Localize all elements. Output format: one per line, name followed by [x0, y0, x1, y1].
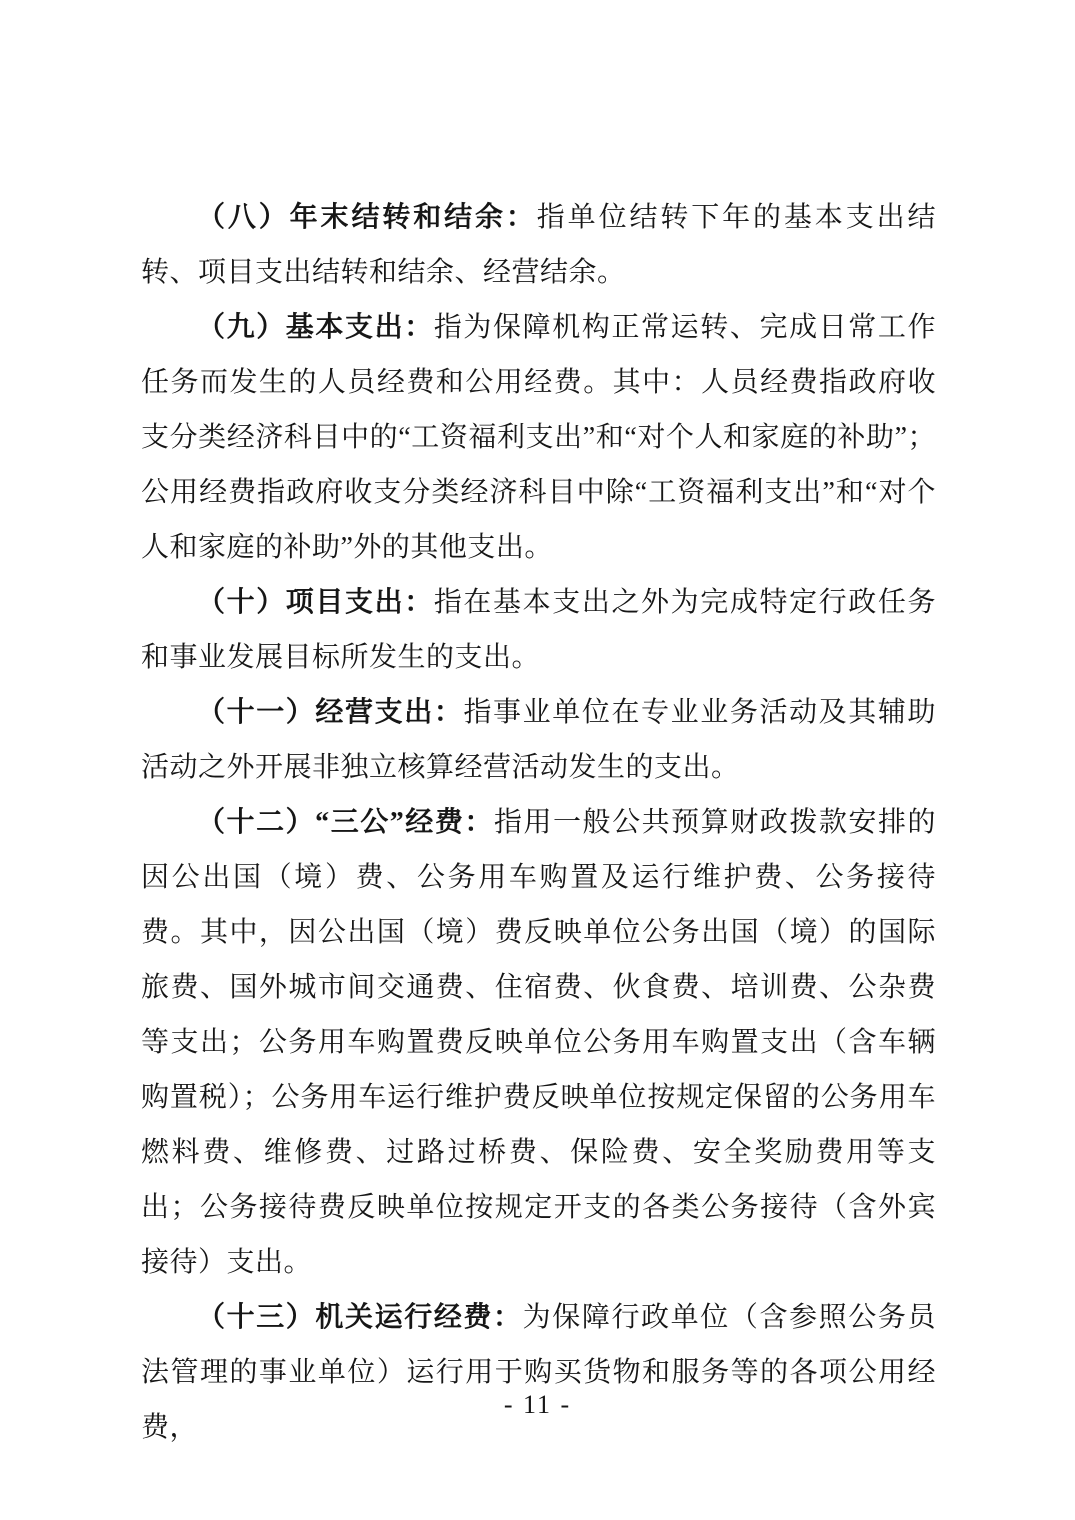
term-label: （十三）机关运行经费：	[197, 1302, 523, 1333]
term-definition: 指为保障机构正常运转、完成日常工作任务而发生的人员经费和公用经费。其中：人员经费指政府收支分类经济科目中的“工资福利支出”和“对个人和家庭的补助”；公用经费指政府收支分类经济科目中除“工资福利支出”和“对个人和家庭的补助”外的其他支出。	[141, 312, 936, 563]
term-label: （八）年末结转和结余：	[197, 202, 537, 233]
paragraph-term-11	[141, 685, 936, 795]
paragraph-term-10	[141, 575, 936, 685]
term-definition: 为保障行政单位（含参照公务员法管理的事业单位）运行用于购买货物和服务等的各项公用经费，	[141, 1302, 936, 1443]
term-label: （十二）“三公”经费：	[197, 807, 494, 838]
term-definition: 指事业单位在专业业务活动及其辅助活动之外开展非独立核算经营活动发生的支出。	[141, 697, 936, 783]
paragraph-term-12	[141, 795, 936, 1290]
document-body	[141, 190, 936, 1455]
term-definition: 指单位结转下年的基本支出结转、项目支出结转和结余、经营结余。	[141, 202, 936, 288]
term-label: （九）基本支出：	[197, 312, 434, 343]
paragraph-term-9	[141, 300, 936, 575]
term-definition: 指用一般公共预算财政拨款安排的因公出国（境）费、公务用车购置及运行维护费、公务接待费。其中，因公出国（境）费反映单位公务出国（境）的国际旅费、国外城市间交通费、住宿费、伙食费、培训费、公杂费等支出；公务用车购置费反映单位公务用车购置支出（含车辆购置税）；公务用车运行维护费反映单位按规定保留的公务用车燃料费、维修费、过路过桥费、保险费、安全奖励费用等支出；公务接待费反映单位按规定开支的各类公务接待（含外宾接待）支出。	[141, 807, 936, 1278]
page-number: - 11 -	[503, 1390, 572, 1419]
paragraph-term-8	[141, 190, 936, 300]
paragraph-term-13	[141, 1290, 936, 1455]
term-definition: 指在基本支出之外为完成特定行政任务和事业发展目标所发生的支出。	[141, 587, 936, 673]
term-label: （十）项目支出：	[197, 587, 434, 618]
term-label: （十一）经营支出：	[197, 697, 464, 728]
